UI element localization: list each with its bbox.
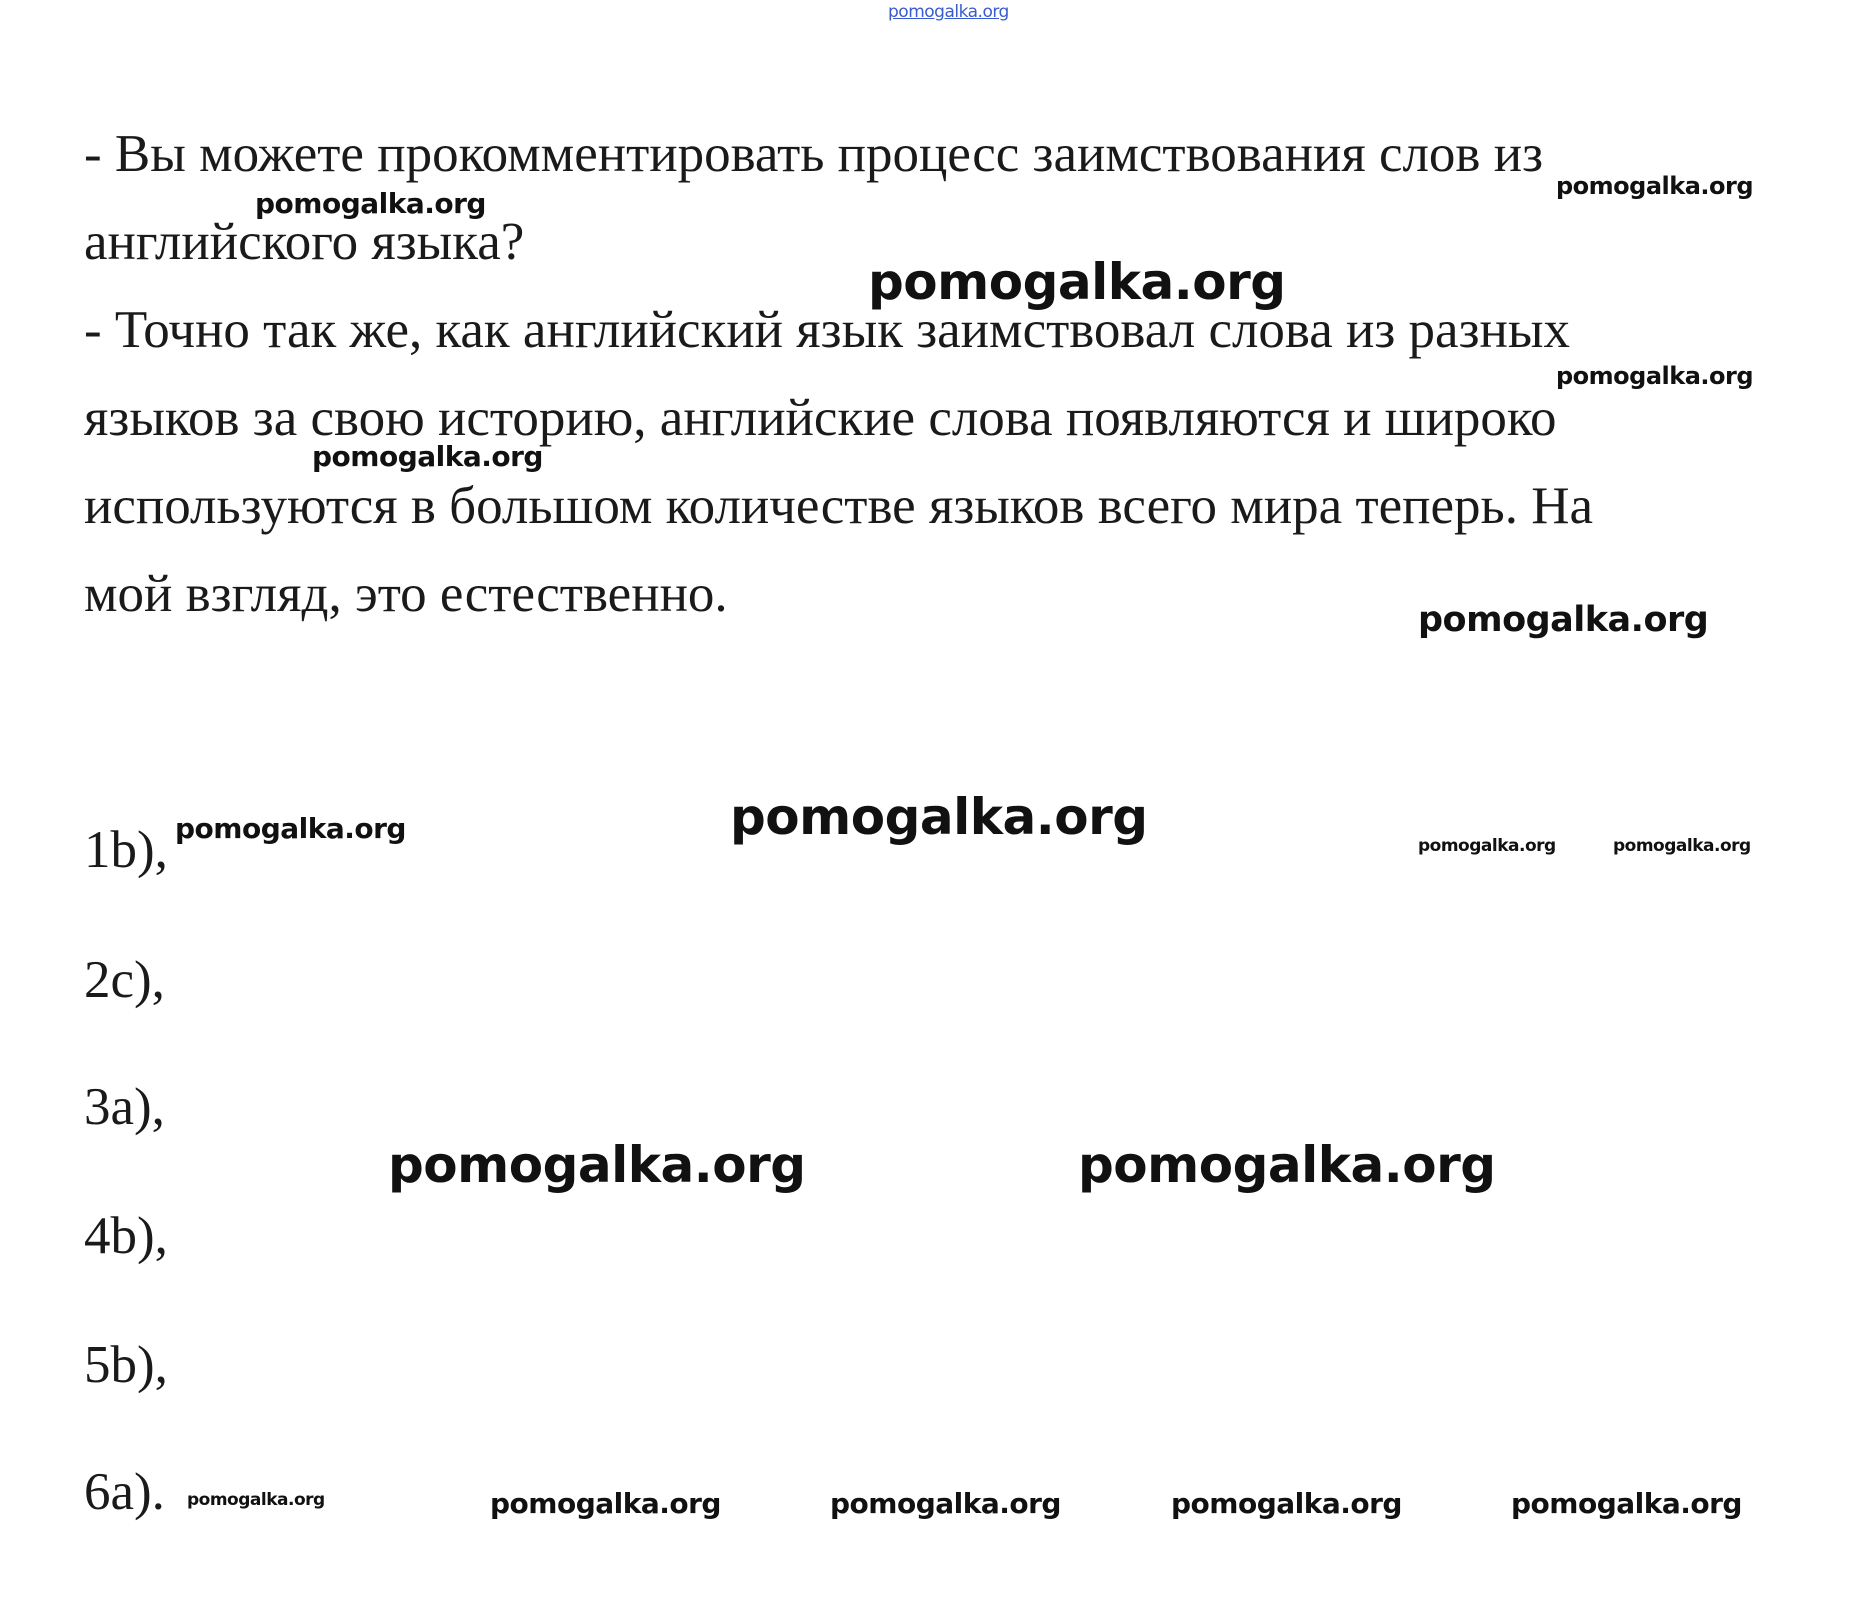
paragraph-line-5: используются в большом количестве языков всего мира теперь. На xyxy=(84,477,1593,535)
paragraph-line-3: - Точно так же, как английский язык заимствовал слова из разных xyxy=(84,301,1570,359)
answer-5: 5b), xyxy=(84,1336,168,1394)
watermark: pomogalka.org xyxy=(1556,172,1754,200)
watermark: pomogalka.org xyxy=(1418,836,1556,856)
watermark: pomogalka.org xyxy=(1171,1487,1402,1520)
answer-4: 4b), xyxy=(84,1207,168,1265)
watermark: pomogalka.org xyxy=(1418,600,1709,640)
watermark: pomogalka.org xyxy=(187,1490,325,1510)
watermark: pomogalka.org xyxy=(312,440,543,473)
watermark: pomogalka.org xyxy=(830,1487,1061,1520)
watermark: pomogalka.org xyxy=(388,1136,806,1194)
watermark: pomogalka.org xyxy=(1613,836,1751,856)
watermark: pomogalka.org xyxy=(1078,1136,1496,1194)
paragraph-line-2: английского языка? xyxy=(84,213,525,271)
watermark: pomogalka.org xyxy=(1556,362,1754,390)
answer-1: 1b), xyxy=(84,821,168,879)
paragraph-line-4: языков за свою историю, английские слова появляются и широко xyxy=(84,389,1557,447)
watermark: pomogalka.org xyxy=(490,1487,721,1520)
watermark: pomogalka.org xyxy=(175,812,406,845)
watermark: pomogalka.org xyxy=(1511,1487,1742,1520)
paragraph-line-6: мой взгляд, это естественно. xyxy=(84,565,728,623)
answer-6: 6a). xyxy=(84,1463,165,1521)
answer-3: 3a), xyxy=(84,1078,165,1136)
watermark: pomogalka.org xyxy=(868,253,1286,311)
answer-2: 2c), xyxy=(84,951,165,1009)
watermark-top: pomogalka.org xyxy=(888,2,1009,22)
watermark: pomogalka.org xyxy=(255,187,486,220)
paragraph-line-1: - Вы можете прокомментировать процесс заимствования слов из xyxy=(84,125,1544,183)
watermark: pomogalka.org xyxy=(730,788,1148,846)
